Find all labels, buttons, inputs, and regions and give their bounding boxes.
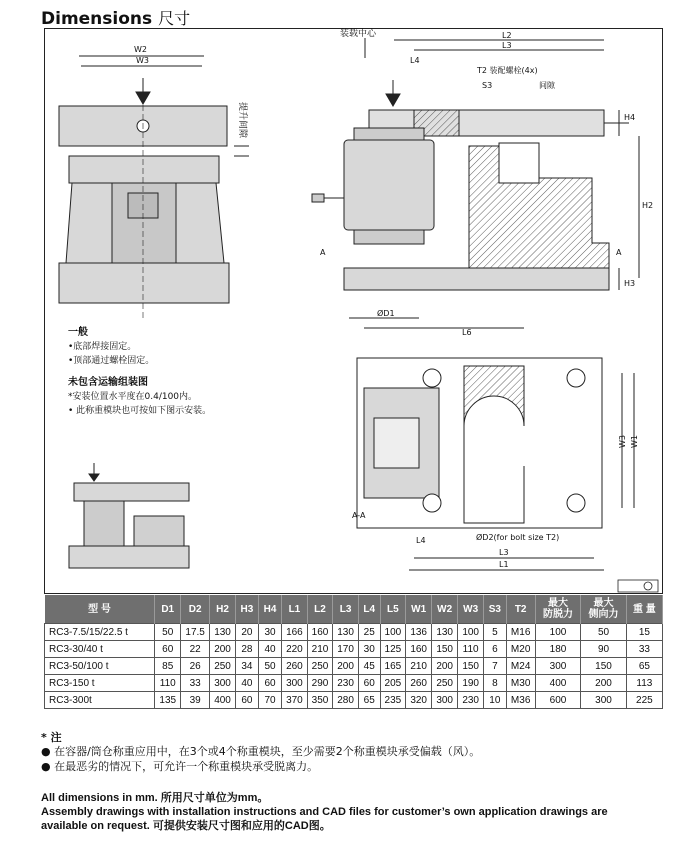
d1-label: ØD1: [377, 309, 395, 318]
table-header-cell: D2: [181, 595, 210, 624]
table-row: [45, 675, 663, 692]
table-cell: 40: [235, 675, 258, 692]
table-cell: 150: [432, 641, 458, 658]
table-row: [45, 658, 663, 675]
gap-label: 间隙: [539, 81, 555, 90]
table-cell: 28: [235, 641, 258, 658]
table-cell: 130: [333, 624, 359, 641]
table-cell: 250: [210, 658, 236, 675]
table-cell: 166: [282, 624, 308, 641]
section-a-right: A: [616, 248, 622, 257]
table-header-cell: L4: [358, 595, 380, 624]
table-cell: 260: [282, 658, 308, 675]
table-cell: 10: [484, 692, 506, 709]
table-cell: 85: [155, 658, 181, 675]
table-cell: 125: [380, 641, 406, 658]
table-cell: 26: [181, 658, 210, 675]
table-header-cell: 最大 防脱力: [535, 595, 581, 624]
assembly-note-2: available on request. 可提供安装尺寸图和应用的CAD图。: [41, 820, 331, 832]
table-cell: 60: [258, 675, 281, 692]
table-cell: RC3-150 t: [45, 675, 155, 692]
table-header-cell: L2: [307, 595, 333, 624]
table-cell: M24: [506, 658, 535, 675]
l4-plan-label: L4: [416, 536, 426, 545]
projection-symbol: [618, 580, 658, 592]
table-cell: 20: [235, 624, 258, 641]
table-cell: 160: [406, 641, 432, 658]
assembly-note-1: Assembly drawings with installation instructions and CAD files for customer’s own application drawings are: [41, 806, 608, 818]
table-cell: 65: [626, 658, 662, 675]
table-cell: 200: [581, 675, 627, 692]
plan-view: [352, 358, 639, 570]
h3-label: H3: [624, 279, 636, 288]
table-cell: 280: [333, 692, 359, 709]
table-cell: 65: [358, 692, 380, 709]
general-item: •底部焊接固定。: [68, 342, 137, 352]
table-cell: 220: [282, 641, 308, 658]
table-cell: 290: [307, 675, 333, 692]
table-cell: 370: [282, 692, 308, 709]
technical-drawing: [44, 28, 663, 594]
t2-bolt-label: T2 装配螺栓(4x): [477, 66, 538, 75]
table-cell: 34: [235, 658, 258, 675]
table-cell: 7: [484, 658, 506, 675]
footnote-item: ● 在最恶劣的情况下，可允许一个称重模块承受脱离力。: [41, 760, 319, 773]
section-a-left: A: [320, 248, 326, 257]
table-cell: 130: [210, 624, 236, 641]
w1-label: W1: [630, 435, 639, 448]
table-cell: M30: [506, 675, 535, 692]
table-cell: 113: [626, 675, 662, 692]
front-view: [312, 28, 653, 337]
table-cell: 50: [258, 658, 281, 675]
table-header-cell: W3: [458, 595, 484, 624]
w2-label: W2: [134, 45, 147, 54]
table-cell: 600: [535, 692, 581, 709]
table-cell: M36: [506, 692, 535, 709]
table-cell: 350: [307, 692, 333, 709]
table-cell: 8: [484, 675, 506, 692]
table-cell: 50: [581, 624, 627, 641]
table-cell: 5: [484, 624, 506, 641]
table-cell: 22: [181, 641, 210, 658]
table-cell: 70: [258, 692, 281, 709]
page-title: [41, 6, 190, 29]
table-cell: 230: [458, 692, 484, 709]
table-cell: 45: [358, 658, 380, 675]
table-cell: 30: [358, 641, 380, 658]
table-cell: 260: [406, 675, 432, 692]
iso-view: [69, 463, 189, 568]
table-cell: 300: [581, 692, 627, 709]
table-cell: 136: [406, 624, 432, 641]
table-header-cell: S3: [484, 595, 506, 624]
table-cell: 200: [333, 658, 359, 675]
table-cell: 17.5: [181, 624, 210, 641]
table-cell: 250: [307, 658, 333, 675]
table-cell: 33: [181, 675, 210, 692]
table-cell: 400: [535, 675, 581, 692]
table-header-cell: T2: [506, 595, 535, 624]
h4-label: H4: [624, 113, 636, 122]
table-cell: 60: [155, 641, 181, 658]
table-cell: 60: [235, 692, 258, 709]
transport-title: 未包含运输组装图: [68, 377, 148, 388]
table-header-row: [45, 595, 663, 624]
table-cell: 60: [358, 675, 380, 692]
table-cell: 150: [581, 658, 627, 675]
table-cell: 180: [535, 641, 581, 658]
l4-label: L4: [410, 56, 420, 65]
section-aa-label: A-A: [352, 511, 366, 520]
transport-item: *安装位置水平度在0.4/100内。: [68, 392, 198, 402]
table-cell: 170: [333, 641, 359, 658]
table-header-cell: H4: [258, 595, 281, 624]
table-cell: 200: [210, 641, 236, 658]
table-cell: 25: [358, 624, 380, 641]
general-item: •顶部通过螺栓固定。: [68, 356, 155, 366]
table-cell: 40: [258, 641, 281, 658]
table-cell: 100: [458, 624, 484, 641]
table-cell: 165: [380, 658, 406, 675]
table-cell: 400: [210, 692, 236, 709]
table-cell: 300: [432, 692, 458, 709]
l6-label: L6: [462, 328, 472, 337]
table-cell: M20: [506, 641, 535, 658]
title-cn: 尺寸: [158, 9, 191, 28]
table-row: [45, 624, 663, 641]
table-cell: 210: [307, 641, 333, 658]
l2-label: L2: [502, 31, 512, 40]
table-row: [45, 641, 663, 658]
table-cell: 50: [155, 624, 181, 641]
table-cell: 190: [458, 675, 484, 692]
table-cell: RC3-7.5/15/22.5 t: [45, 624, 155, 641]
table-cell: 110: [155, 675, 181, 692]
table-cell: 6: [484, 641, 506, 658]
table-header-cell: L1: [282, 595, 308, 624]
table-cell: 250: [432, 675, 458, 692]
table-header-cell: W2: [432, 595, 458, 624]
s3-label: S3: [482, 81, 493, 90]
table-cell: 300: [210, 675, 236, 692]
l3-plan-label: L3: [499, 548, 509, 557]
h2-label: H2: [642, 201, 654, 210]
l3-label: L3: [502, 41, 512, 50]
transport-item: • 此称重模块也可按如下图示安装。: [68, 406, 212, 416]
table-header-cell: D1: [155, 595, 181, 624]
table-header-cell: H2: [210, 595, 236, 624]
table-cell: 300: [535, 658, 581, 675]
table-cell: 33: [626, 641, 662, 658]
table-cell: 210: [406, 658, 432, 675]
table-header-cell: L5: [380, 595, 406, 624]
table-header-cell: 最大 侧向力: [581, 595, 627, 624]
table-cell: 320: [406, 692, 432, 709]
l1-label: L1: [499, 560, 509, 569]
table-cell: 205: [380, 675, 406, 692]
table-cell: 100: [380, 624, 406, 641]
table-cell: 39: [181, 692, 210, 709]
footnote-asterisk: * 注: [41, 731, 62, 744]
table-cell: 230: [333, 675, 359, 692]
table-cell: 160: [307, 624, 333, 641]
title-en: Dimensions: [41, 9, 153, 29]
table-cell: 150: [458, 658, 484, 675]
table-cell: 135: [155, 692, 181, 709]
table-cell: 100: [535, 624, 581, 641]
notes-block: [68, 326, 211, 418]
table-header-cell: H3: [235, 595, 258, 624]
table-cell: RC3-50/100 t: [45, 658, 155, 675]
table-cell: 130: [432, 624, 458, 641]
d2-label: ØD2(for bolt size T2): [476, 533, 560, 542]
table-cell: 200: [432, 658, 458, 675]
table-cell: M16: [506, 624, 535, 641]
table-header-cell: 型 号: [45, 595, 155, 624]
table-cell: 15: [626, 624, 662, 641]
side-view: [59, 45, 249, 318]
spec-table: [44, 595, 663, 709]
table-cell: 235: [380, 692, 406, 709]
table-header-cell: L3: [333, 595, 359, 624]
table-cell: 110: [458, 641, 484, 658]
table-cell: 90: [581, 641, 627, 658]
w3-plan-label: W3: [618, 435, 627, 448]
table-header-cell: 重 量: [626, 595, 662, 624]
table-cell: 300: [282, 675, 308, 692]
general-title: 一般: [68, 327, 88, 338]
table-cell: 225: [626, 692, 662, 709]
load-center-label: 装载中心: [340, 29, 377, 39]
units-note: All dimensions in mm. 所用尺寸单位为mm。: [41, 792, 269, 804]
lift-gap-label: 提升间隙: [237, 102, 247, 139]
footnote-item: ● 在容器/筒仓称重应用中，在3个或4个称重模块，至少需要2个称重模块承受偏载（风）。: [41, 745, 481, 758]
table-row: [45, 692, 663, 709]
table-cell: RC3-30/40 t: [45, 641, 155, 658]
table-cell: RC3-300t: [45, 692, 155, 709]
w3-label: W3: [136, 56, 149, 65]
table-body: [45, 624, 663, 709]
table-cell: 30: [258, 624, 281, 641]
table-header-cell: W1: [406, 595, 432, 624]
